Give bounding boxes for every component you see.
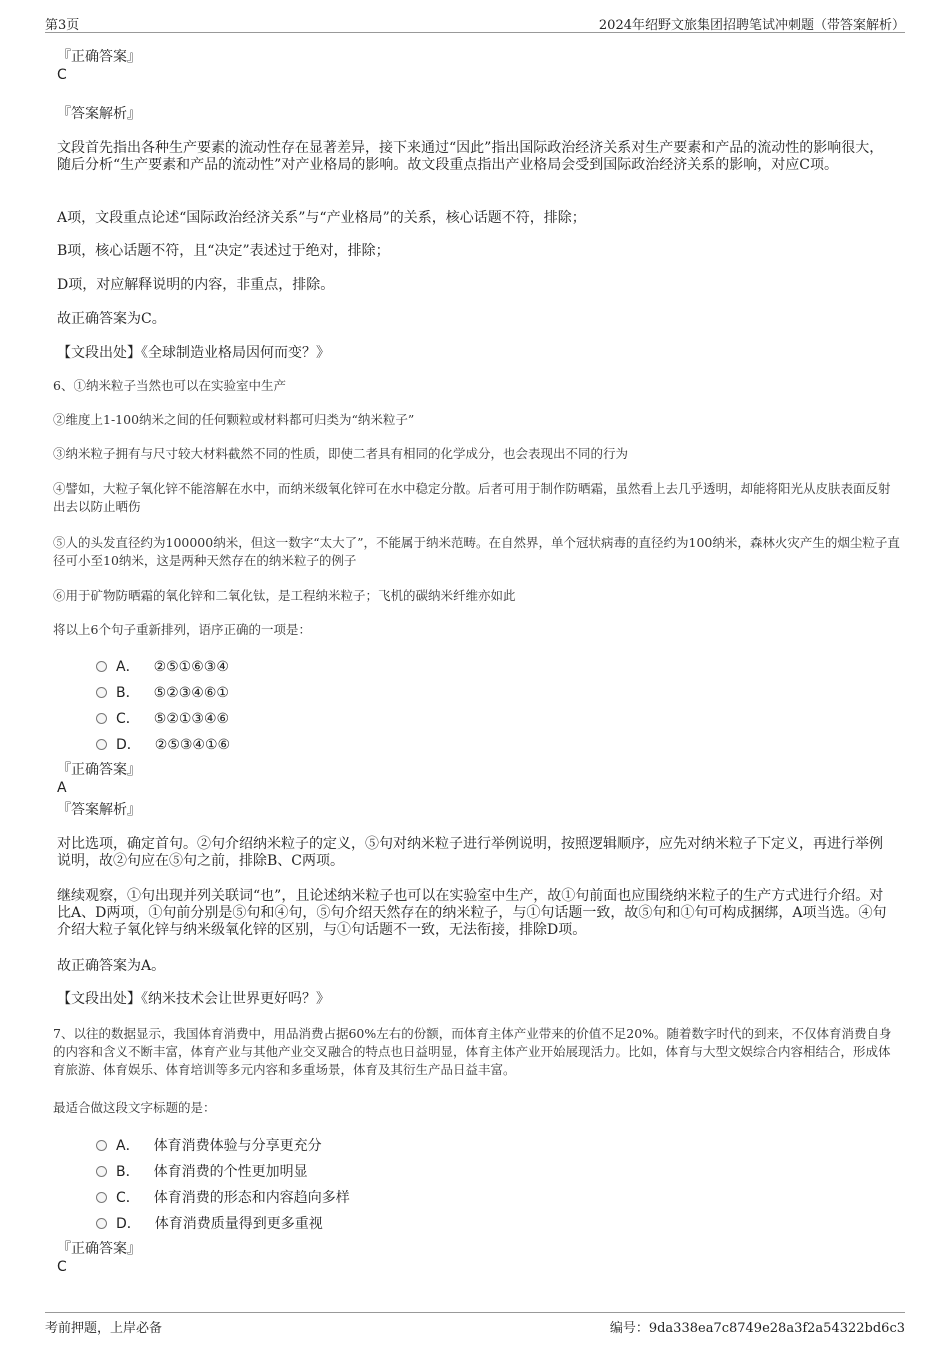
q6-sentence-5: ⑤人的头发直径约为100000纳米，但这一数字“太大了”，不能属于纳米范畴。在自然界，单个冠状病毒的直径约为100纳米，森林火灾产生的烟尘粒子直径可小至10纳米，这是两种天然存在的纳米粒子的例子 [53,535,900,568]
q5-conclusion: 故正确答案为C。 [57,311,166,327]
q6-conclusion: 故正确答案为A。 [57,958,166,974]
q6-option-a[interactable]: A． ②⑤①⑥③④ [96,656,229,676]
q5-analysis-label: 『答案解析』 [57,106,141,122]
q6-option-c[interactable]: C． ⑤②①③④⑥ [96,708,229,728]
radio-icon[interactable] [96,739,107,750]
page-header [45,12,905,33]
q6-answer: A [57,780,67,796]
q5-answer-label: 『正确答案』 [57,49,141,65]
q5-option-a-note: A项，文段重点论述“国际政治经济关系”与“产业格局”的关系，核心话题不符，排除； [57,210,586,226]
document-code: 编号：9da338ea7c8749e28a3f2a54322bd6c3 [609,1321,905,1336]
q5-option-b-note: B项，核心话题不符，且“决定”表述过于绝对，排除； [57,243,390,259]
q7-answer-label: 『正确答案』 [57,1241,141,1257]
radio-icon[interactable] [96,1140,107,1151]
radio-icon[interactable] [96,1192,107,1203]
q6-analysis-2: 继续观察，①句出现并列关联词“也”，且论述纳米粒子也可以在实验室中生产，故①句前面也应围绕纳米粒子的生产方式进行介绍。对比A、D两项，①句前分别是⑤句和④句，⑤句介绍天然存在的纳米粒子，与①句话题一致，故⑤句和①句可构成捆绑，A项当选。④句介绍大粒子氧化锌与纳米级氧化锌的区别，与①句话题不一致，无法衔接，排除D项。 [57,888,887,938]
q7-stem: 7、以往的数据显示，我国体育消费中，用品消费占据60%左右的份额，而体育主体产业带来的价值不足20%。随着数字时代的到来，不仅体育消费自身的内容和含义不断丰富，体育产业与其他产业交叉融合的特点也日益明显，体育主体产业开始展现活力。比如，体育与大型文娱综合内容相结合，形成体育旅游、体育娱乐、体育培训等多元内容和多重场景，体育及其衍生产品日益丰富。 [53,1026,892,1077]
q5-answer: C [57,67,67,83]
q6-source: 【文段出处】《纳米技术会让世界更好吗？》 [57,991,330,1007]
q7-option-d[interactable]: D． 体育消费质量得到更多重视 [96,1213,323,1233]
q6-sentence-6: ⑥用于矿物防晒霜的氧化锌和二氧化钛，是工程纳米粒子；飞机的碳纳米纤维亦如此 [53,588,516,603]
q6-prompt: 将以上6个句子重新排列，语序正确的一项是： [53,622,311,637]
q6-analysis-1: 对比选项，确定首句。②句介绍纳米粒子的定义，⑤句对纳米粒子进行举例说明，按照逻辑顺序，应先对纳米粒子下定义，再进行举例说明，故②句应在⑤句之前，排除B、C两项。 [57,836,883,869]
page-footer [45,1312,905,1335]
q7-option-c[interactable]: C． 体育消费的形态和内容趋向多样 [96,1187,350,1207]
q6-option-d[interactable]: D． ②⑤③④①⑥ [96,734,230,754]
q5-analysis: 文段首先指出各种生产要素的流动性存在显著差异，接下来通过“因此”指出国际政治经济关系对生产要素和产品的流动性的影响很大，随后分析“生产要素和产品的流动性”对产业格局的影响。故文段重点指出产业格局会受到国际政治经济关系的影响，对应C项。 [57,140,884,173]
q7-prompt: 最适合做这段文字标题的是： [53,1100,216,1115]
page-number: 第3页 [45,18,80,33]
radio-icon[interactable] [96,687,107,698]
q6-sentence-4: ④譬如，大粒子氧化锌不能溶解在水中，而纳米级氧化锌可在水中稳定分散。后者可用于制作防晒霜，虽然看上去几乎透明，却能将阳光从皮肤表面反射出去以防止晒伤 [53,481,891,514]
q5-source: 【文段出处】《全球制造业格局因何而变？》 [57,345,330,361]
footer-slogan: 考前押题，上岸必备 [45,1321,163,1336]
q6-option-b[interactable]: B． ⑤②③④⑥① [96,682,229,702]
q7-option-a[interactable]: A． 体育消费体验与分享更充分 [96,1135,322,1155]
q7-option-b[interactable]: B． 体育消费的个性更加明显 [96,1161,308,1181]
q7-answer: C [57,1259,67,1275]
q6-sentence-3: ③纳米粒子拥有与尺寸较大材料截然不同的性质，即使二者具有相同的化学成分，也会表现出不同的行为 [53,446,629,461]
radio-icon[interactable] [96,1218,107,1229]
radio-icon[interactable] [96,661,107,672]
q6-analysis-label: 『答案解析』 [57,802,141,818]
q5-option-d-note: D项，对应解释说明的内容，非重点，排除。 [57,277,335,293]
radio-icon[interactable] [96,713,107,724]
q6-sentence-1: 6、①纳米粒子当然也可以在实验室中生产 [53,378,286,393]
document-title: 2024年绍野文旅集团招聘笔试冲刺题（带答案解析） [598,18,905,33]
radio-icon[interactable] [96,1166,107,1177]
q6-answer-label: 『正确答案』 [57,762,141,778]
q6-sentence-2: ②维度上1-100纳米之间的任何颗粒或材料都可归类为“纳米粒子” [53,412,415,427]
